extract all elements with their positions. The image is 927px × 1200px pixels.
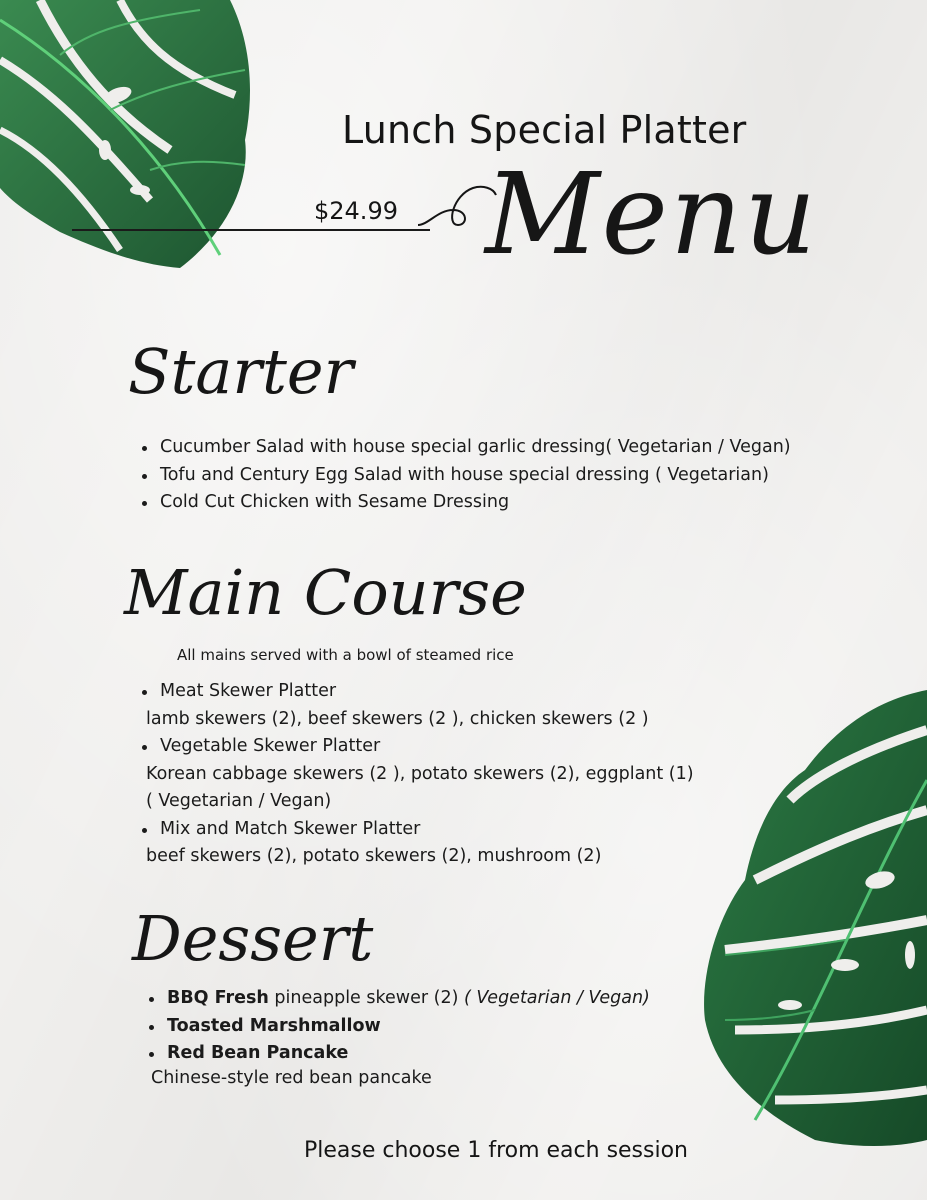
main-course-list — [138, 678, 694, 871]
top-left-monstera-leaf-icon — [0, 0, 260, 275]
footer-note: Please choose 1 from each session — [304, 1138, 689, 1163]
list-item — [145, 1013, 650, 1041]
item-text: pineapple skewer (2) — [268, 988, 464, 1008]
main-course-heading: Main Course — [124, 556, 527, 629]
item-bold-label: Toasted Marshmallow — [167, 1015, 381, 1036]
price-label: $24.99 — [314, 197, 398, 225]
item-description: beef skewers (2), potato skewers (2), mushroom (2) — [146, 846, 602, 866]
list-item: Tofu and Century Egg Salad with house special dressing ( Vegetarian) — [138, 462, 791, 490]
item-bold-label: BBQ Fresh — [167, 988, 269, 1008]
item-bold-label: Red Bean Pancake — [167, 1043, 349, 1063]
dessert-heading: Dessert — [132, 902, 374, 975]
list-item: Mix and Match Skewer Platter — [138, 816, 694, 844]
list-item: Meat Skewer Platter — [138, 678, 694, 706]
item-description: ( Vegetarian / Vegan) — [146, 791, 332, 811]
starter-heading: Starter — [128, 335, 354, 408]
menu-title: Lunch Special Platter — [342, 108, 747, 152]
main-course-note: All mains served with a bowl of steamed rice — [177, 646, 514, 664]
dessert-list — [145, 985, 650, 1068]
price-underline — [72, 229, 430, 231]
list-item: Cucumber Salad with house special garlic dressing( Vegetarian / Vegan) — [138, 434, 791, 462]
item-description: Chinese-style red bean pancake — [151, 1068, 432, 1088]
starter-list — [138, 434, 791, 517]
item-description: lamb skewers (2), beef skewers (2 ), chicken skewers (2 ) — [146, 708, 649, 729]
bottom-right-monstera-leaf-icon — [695, 690, 927, 1150]
item-description: Korean cabbage skewers (2 ), potato skewers (2), eggplant (1) — [146, 763, 694, 784]
item-italic-note: ( Vegetarian / Vegan) — [463, 988, 650, 1008]
menu-script-word: Menu — [485, 150, 819, 280]
list-item: Vegetable Skewer Platter — [138, 733, 694, 761]
list-item — [145, 1040, 650, 1068]
list-item: Cold Cut Chicken with Sesame Dressing — [138, 489, 791, 517]
list-item — [145, 985, 650, 1013]
